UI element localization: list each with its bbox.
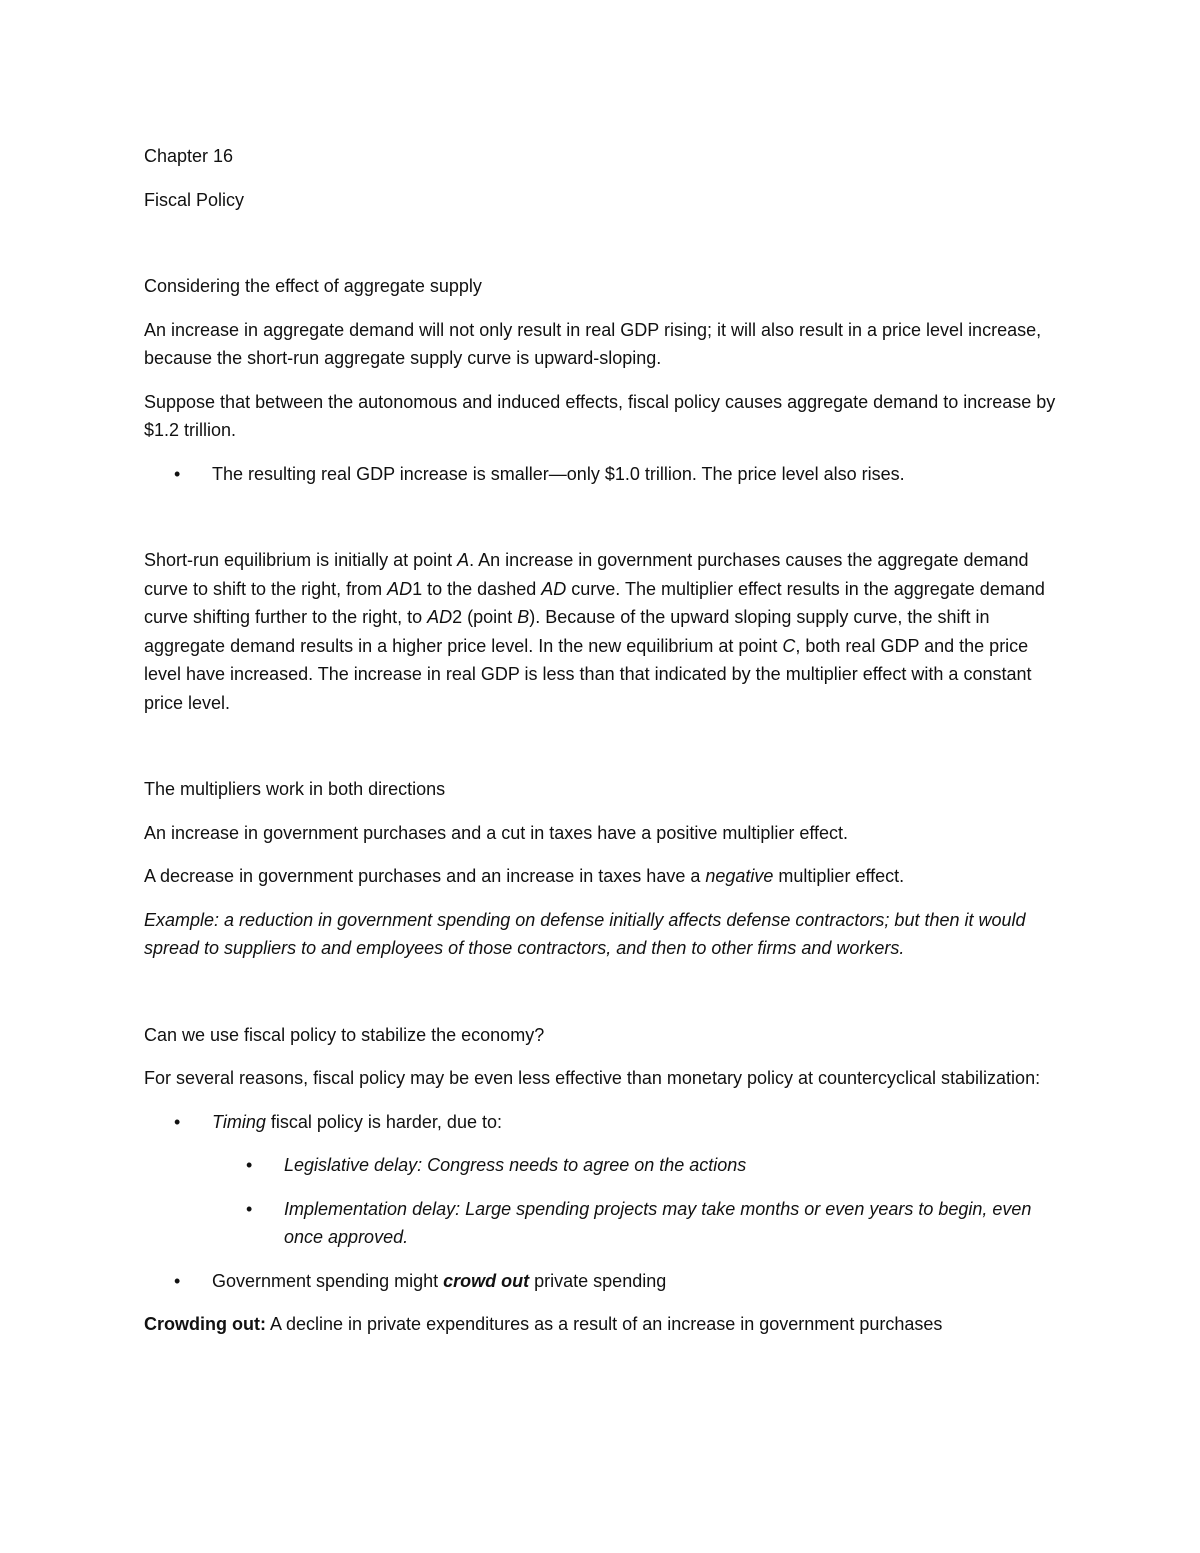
list-item-legislative-delay: • Legislative delay: Congress needs to agree on the actions: [144, 1151, 1059, 1180]
list-item-implementation-delay: • Implementation delay: Large spending projects may take months or even years to begin, even once approved.: [144, 1195, 1059, 1252]
list-item-timing: • Timing fiscal policy is harder, due to:: [144, 1108, 1059, 1137]
chapter-label: Chapter 16: [144, 146, 234, 166]
sub-bullet-list-delays: [144, 1151, 1059, 1252]
document-title: Fiscal Policy: [144, 189, 245, 210]
definition-crowding-out: Crowding out: A decline in private expenditures as a result of an increase in government purchases: [144, 1314, 943, 1334]
paragraph-price-level-increase: An increase in aggregate demand will not only result in real GDP rising; it will also result in a price level increase, because the short-run aggregate supply curve is upward-sloping.: [144, 319, 1042, 368]
section-heading-multipliers: The multipliers work in both directions: [144, 779, 446, 799]
section-heading-aggregate-supply: Considering the effect of aggregate supply: [144, 276, 482, 296]
paragraph-aggregate-demand-increase: Suppose that between the autonomous and induced effects, fiscal policy causes aggregate demand to increase by $1.2 trillion.: [144, 391, 1056, 440]
bullet-list-reasons: [144, 1108, 1059, 1137]
paragraph-negative-multiplier: A decrease in government purchases and an increase in taxes have a negative multiplier effect.: [144, 866, 905, 886]
list-item: • The resulting real GDP increase is smaller—only $1.0 trillion. The price level also rises.: [144, 460, 1059, 489]
bullet-list-gdp: [144, 460, 1059, 489]
document-body: [144, 142, 1059, 1339]
paragraph-short-run-equilibrium: Short-run equilibrium is initially at point A. An increase in government purchases causes the aggregate demand curve to shift to the right, from AD1 to the dashed AD curve. The multiplier effect results in the aggregate demand curve shifting further to the right, to AD2 (point B). Because of the upward sloping supply curve, the shift in aggregate demand results in a higher price level. In the new equilibrium at point C, both real GDP and the price level have increased. The increase in real GDP is less than that indicated by the multiplier effect with a constant price level.: [144, 550, 1045, 713]
section-heading-stabilize-economy: Can we use fiscal policy to stabilize the economy?: [144, 1024, 545, 1045]
list-item-crowd-out: • Government spending might crowd out private spending: [144, 1267, 1059, 1296]
bullet-list-crowd-out: [144, 1267, 1059, 1296]
paragraph-less-effective: For several reasons, fiscal policy may be even less effective than monetary policy at countercyclical stabilization:: [144, 1068, 1041, 1088]
paragraph-positive-multiplier: An increase in government purchases and a cut in taxes have a positive multiplier effect.: [144, 822, 849, 843]
paragraph-example: Example: a reduction in government spending on defense initially affects defense contractors; but then it would spread to suppliers to and employees of those contractors, and then to other firms and workers.: [144, 909, 1026, 958]
